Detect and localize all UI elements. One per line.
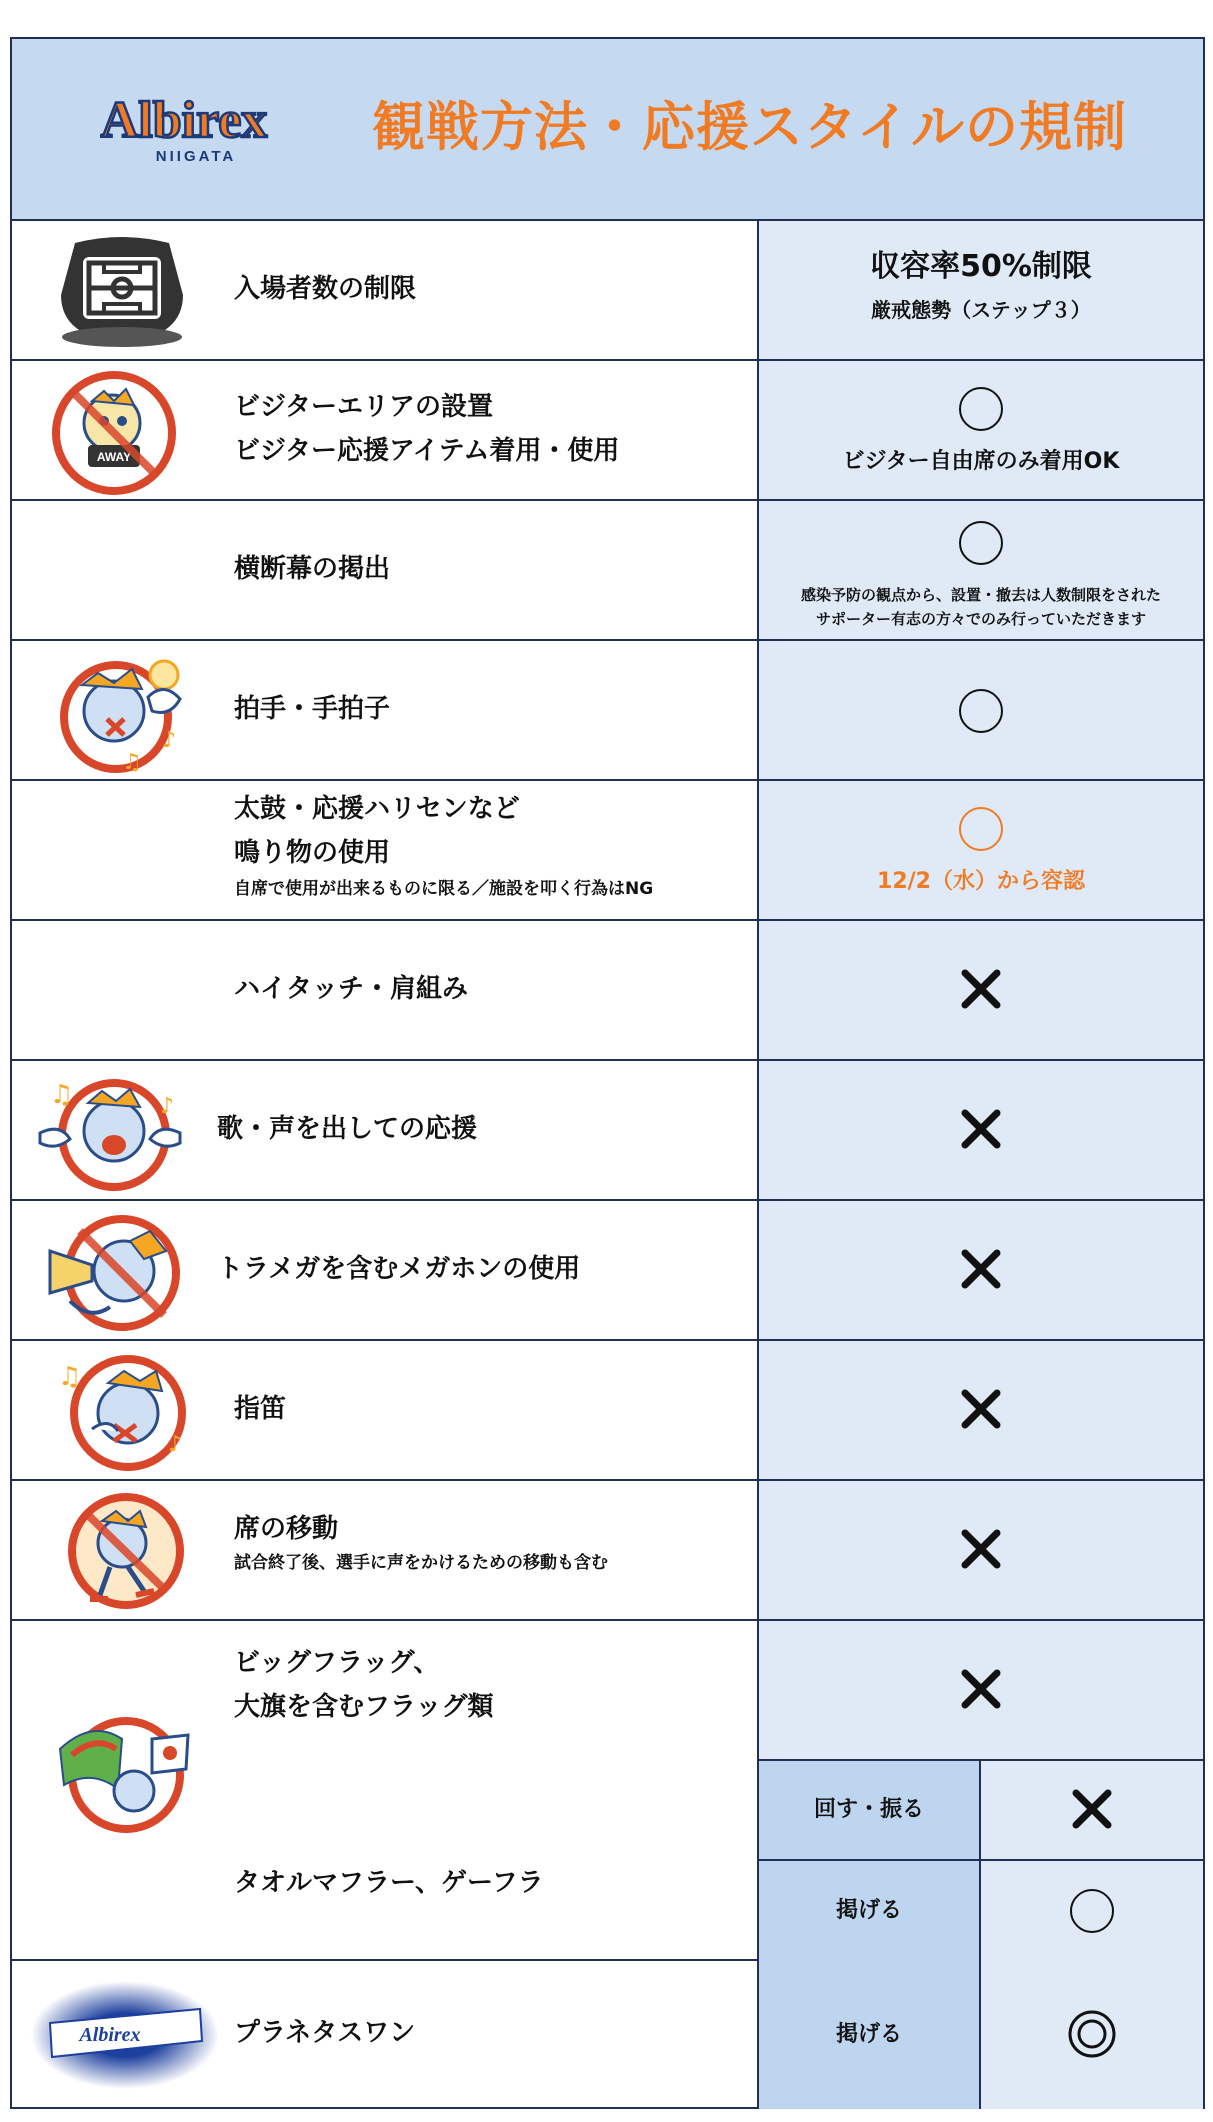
- allowed-circle-icon: [959, 387, 1003, 431]
- towel-scarf-icon: [30, 1979, 220, 2091]
- prohibited-cross-icon: [959, 1527, 1003, 1571]
- logo-text: Albirex: [100, 92, 268, 149]
- action-spin: 回す・振る: [759, 1761, 981, 1861]
- row-finger-whistle: [12, 1341, 1203, 1481]
- logo-sub: NIIGATA: [155, 148, 237, 165]
- label-line2: 大旗を含むフラッグ類: [234, 1692, 494, 1722]
- note: 12/2（水）から容認: [877, 869, 1085, 894]
- label-line1: ビジターエリアの設置: [234, 392, 493, 422]
- flag-mascot-prohibited-icon: [52, 1709, 200, 1835]
- label: トラメガを含むメガホンの使用: [217, 1254, 581, 1284]
- prohibited-cross-icon: [959, 1667, 1003, 1711]
- label-line1: 太鼓・応援ハリセンなど: [234, 794, 520, 824]
- label-towel: タオルマフラー、ゲーフラ: [234, 1868, 544, 1898]
- label: 席の移動: [234, 1514, 339, 1544]
- row-high-five: [12, 921, 1203, 1061]
- row-banners: [12, 501, 1203, 641]
- stadium-icon: [57, 233, 187, 351]
- label-sub: 自席で使用が出来るものに限る／施設を叩く行為はNG: [234, 879, 654, 899]
- row-planeta-swan: [12, 1961, 1203, 2109]
- note-line1: 感染予防の観点から、設置・撤去は人数制限をされた: [800, 586, 1161, 604]
- label: 歌・声を出しての応援: [217, 1114, 478, 1144]
- prohibited-cross-icon: [959, 1107, 1003, 1151]
- whistle-mascot-prohibited-icon: [52, 1351, 192, 1473]
- prohibited-cross-icon: [959, 967, 1003, 1011]
- svg-text:♫: ♫: [58, 1362, 82, 1392]
- towel-text: Albirex: [79, 2024, 141, 2046]
- svg-text:♫: ♫: [122, 750, 142, 775]
- row-megaphone: [12, 1201, 1203, 1341]
- label: 拍手・手拍子: [234, 694, 391, 724]
- allowed-circle-icon: [1070, 1889, 1114, 1933]
- running-mascot-prohibited-icon: [60, 1491, 184, 1613]
- row-visitor-area: [12, 361, 1203, 501]
- prohibited-cross-icon: [1070, 1787, 1114, 1831]
- label: プラネタスワン: [234, 2018, 416, 2048]
- away-mascot-prohibited-icon: [52, 371, 176, 495]
- row-seat-movement: [12, 1481, 1203, 1621]
- svg-text:♪: ♪: [168, 1432, 183, 1457]
- svg-text:♪: ♪: [160, 1094, 175, 1119]
- row-noisemakers: [12, 781, 1203, 921]
- row-flags-towels: [12, 1621, 1203, 1961]
- row-attendance: [12, 221, 1203, 361]
- row-clapping: [12, 641, 1203, 781]
- label: 指笛: [234, 1394, 287, 1424]
- note-line2: サポーター有志の方々でのみ行っていただきます: [815, 610, 1146, 628]
- action-hold-up: 掲げる: [759, 1961, 981, 2109]
- row-singing: [12, 1061, 1203, 1201]
- albirex-logo: [84, 81, 284, 171]
- svg-text:♫: ♫: [50, 1080, 74, 1110]
- label: ハイタッチ・肩組み: [234, 974, 469, 1004]
- prohibited-cross-icon: [959, 1387, 1003, 1431]
- alert-level: 厳戒態勢（ステップ３）: [871, 298, 1091, 322]
- page-title: 観戦方法・応援スタイルの規制: [372, 97, 1127, 158]
- prohibited-cross-icon: [959, 1247, 1003, 1291]
- value-cell: [759, 221, 1203, 359]
- label-line2: 鳴り物の使用: [234, 838, 391, 868]
- double-circle-icon: [1067, 2009, 1117, 2059]
- capacity-limit: 収容率50%制限: [870, 249, 1092, 284]
- action-hold-up: 掲げる: [759, 1861, 981, 1961]
- regulation-table: [10, 37, 1205, 2109]
- allowed-circle-icon: [959, 521, 1003, 565]
- label-line1: ビッグフラッグ、: [234, 1648, 440, 1678]
- label: 横断幕の掲出: [234, 554, 391, 584]
- svg-text:AWAY: AWAY: [96, 450, 132, 464]
- label-sub: 試合終了後、選手に声をかけるための移動も含む: [234, 1553, 608, 1573]
- clapping-mascot-icon: [52, 647, 192, 777]
- allowed-circle-icon: [959, 689, 1003, 733]
- singing-mascot-prohibited-icon: [30, 1073, 190, 1191]
- label: 入場者数の制限: [234, 274, 417, 304]
- header: [12, 39, 1203, 221]
- allowed-orange-circle-icon: [959, 807, 1003, 851]
- note: ビジター自由席のみ着用OK: [842, 449, 1120, 474]
- label-line2: ビジター応援アイテム着用・使用: [234, 436, 620, 466]
- megaphone-mascot-prohibited-icon: [40, 1211, 190, 1333]
- svg-text:♪: ♪: [162, 728, 177, 753]
